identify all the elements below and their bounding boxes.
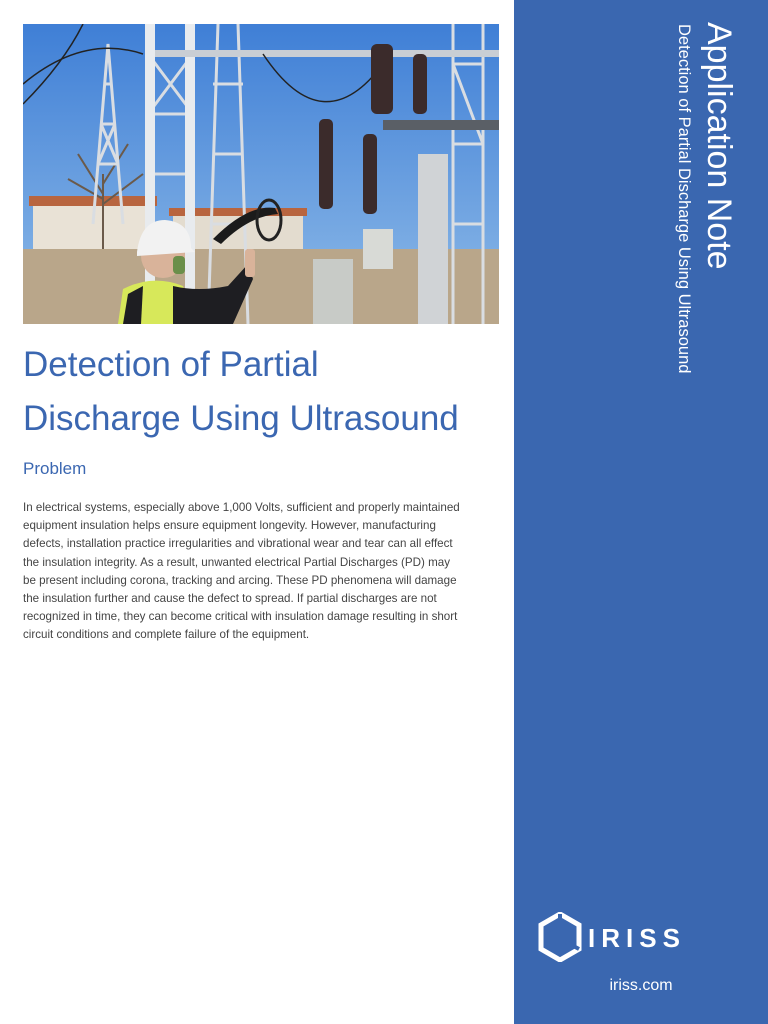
paragraph-line: circuit conditions and complete failure of the equipment. — [23, 628, 310, 642]
paragraph-line: be present including corona, tracking and arcing. These PD phenomena will damage — [23, 573, 457, 587]
paragraph-line: In electrical systems, especially above 1,000 Volts, sufficient and properly maintained — [23, 501, 460, 514]
iriss-logo — [538, 912, 748, 964]
substation-photo — [23, 24, 499, 324]
paragraph-line: the insulation further and cause the defect to spread. If partial discharges are not — [23, 592, 437, 606]
sidebar — [514, 0, 768, 1024]
hero-photo — [23, 24, 499, 324]
paragraph-line: defects, installation practice irregularities and vibrational wear and tear can all effect — [23, 537, 453, 551]
logo-text: IRISS — [588, 923, 686, 953]
problem-paragraph — [23, 499, 501, 645]
sidebar-subtitle: Detection of Partial Discharge Using Ultrasound — [675, 24, 693, 374]
document-title — [23, 338, 503, 446]
iriss-hexagon-icon — [538, 912, 582, 962]
doc-type-label: Application Note — [700, 22, 738, 270]
paragraph-line: equipment insulation helps ensure equipment longevity. However, manufacturing — [23, 519, 436, 533]
paragraph-line: the insulation integrity. As a result, unwanted electrical Partial Discharges (PD) may — [23, 555, 451, 569]
title-line: Detection of Partial — [23, 345, 319, 384]
title-line: Discharge Using Ultrasound — [23, 399, 459, 438]
website-link[interactable]: iriss.com — [609, 977, 673, 994]
section-heading-problem: Problem — [23, 459, 87, 478]
paragraph-line: recognized in time, they can become critical with insulation damage resulting in short — [23, 610, 458, 624]
